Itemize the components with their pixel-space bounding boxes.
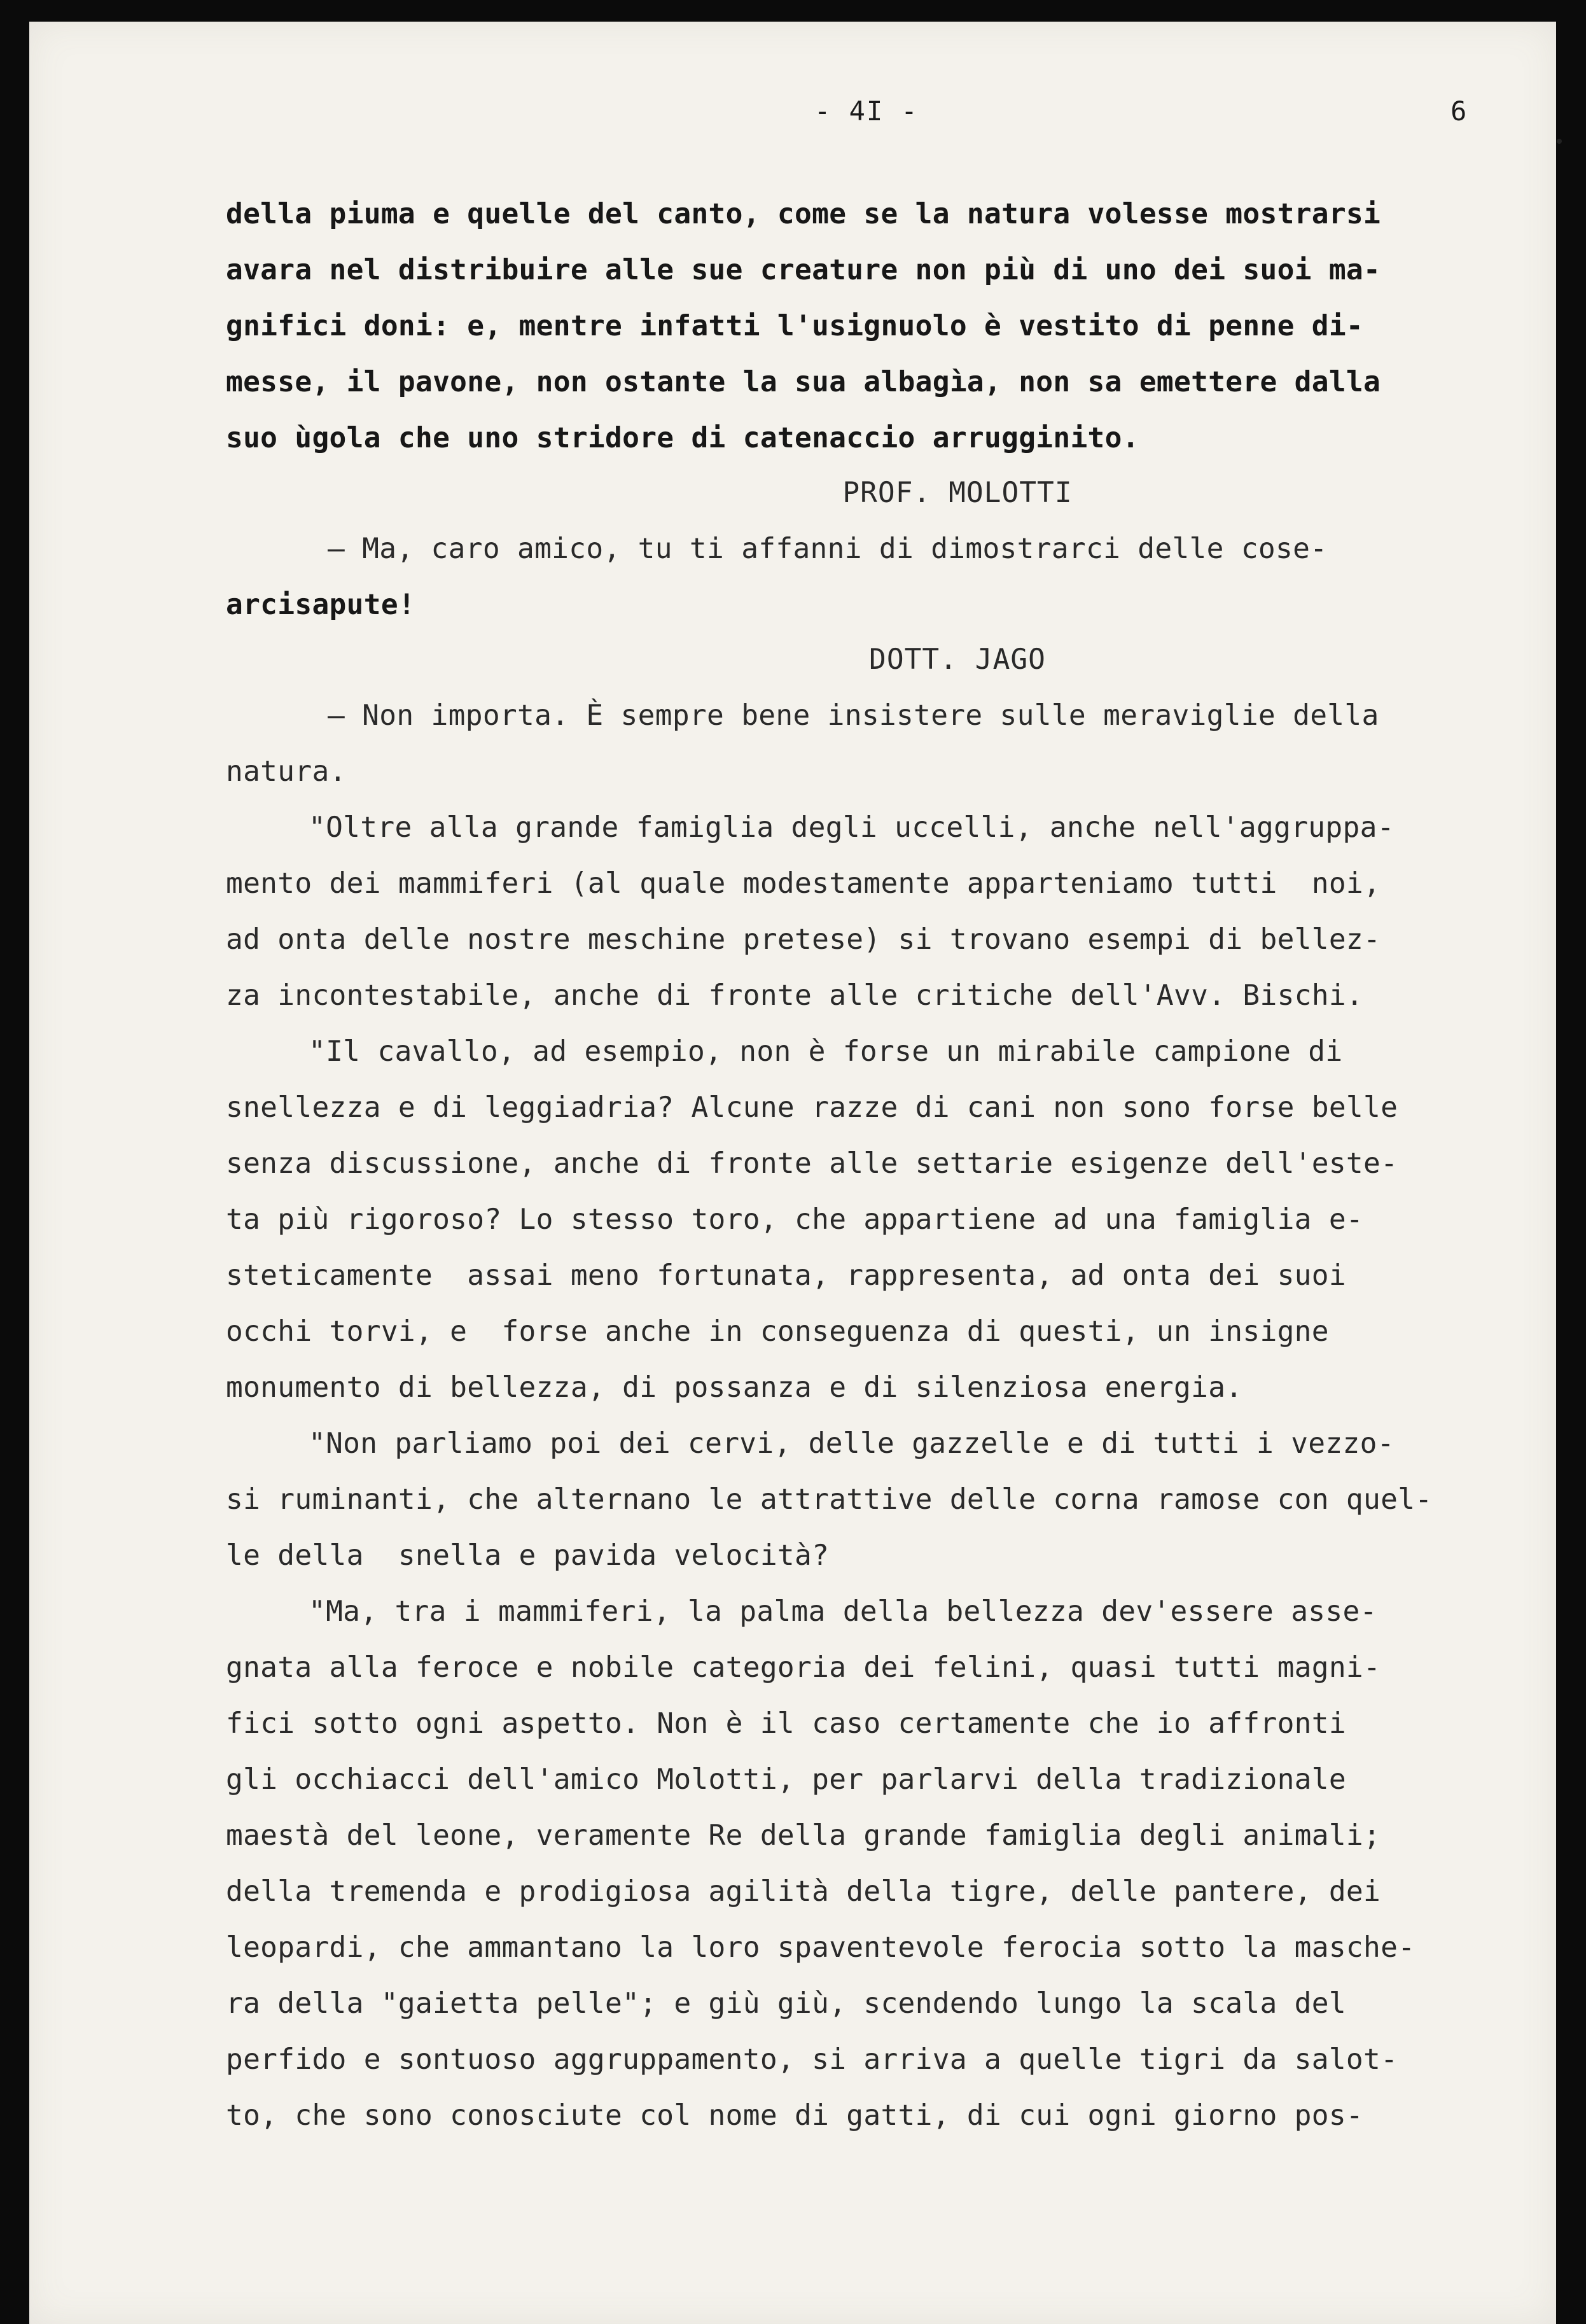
dialogue-line: — Non importa. È sempre bene insistere sulle meraviglie della — [328, 699, 1379, 732]
paragraph-start: "Ma, tra i mammiferi, la palma della bellezza dev'essere asse- — [309, 1595, 1377, 1628]
text-line: ta più rigoroso? Lo stesso toro, che appartiene ad una famiglia e- — [226, 1203, 1364, 1236]
scan-border-right — [1556, 0, 1586, 2324]
text-line: monumento di bellezza, di possanza e di silenziosa energia. — [226, 1371, 1243, 1404]
text-line: steticamente assai meno fortunata, rappresenta, ad onta dei suoi — [226, 1259, 1346, 1292]
text-line: ra della "gaietta pelle"; e giù giù, scendendo lungo la scala del — [226, 1987, 1346, 2020]
speaker-heading: DOTT. JAGO — [869, 643, 1046, 676]
text-line: gli occhiacci dell'amico Molotti, per parlarvi della tradizionale — [226, 1763, 1346, 1796]
text-line: natura. — [226, 755, 347, 788]
text-line: avara nel distribuire alle sue creature non più di uno dei suoi ma- — [226, 254, 1381, 286]
dialogue-line: — Ma, caro amico, tu ti affanni di dimostrarci delle cose- — [328, 533, 1328, 565]
text-line: perfido e sontuoso aggruppamento, si arriva a quelle tigri da salot- — [226, 2043, 1398, 2076]
text-line: arcisapute! — [226, 589, 416, 621]
text-line: za incontestabile, anche di fronte alle critiche dell'Avv. Bischi. — [226, 979, 1364, 1012]
text-line: snellezza e di leggiadria? Alcune razze di cani non sono forse belle — [226, 1091, 1398, 1124]
text-line: occhi torvi, e forse anche in conseguenza di questi, un insigne — [226, 1315, 1329, 1348]
punch-mark — [1557, 139, 1562, 144]
page-number-right: 6 — [1450, 95, 1468, 127]
text-line: le della snella e pavida velocità? — [226, 1539, 830, 1572]
text-line: gnifici doni: e, mentre infatti l'usignuolo è vestito di penne di- — [226, 310, 1364, 342]
paragraph-start: "Il cavallo, ad esempio, non è forse un mirabile campione di — [309, 1035, 1343, 1068]
text-line: maestà del leone, veramente Re della grande famiglia degli animali; — [226, 1819, 1381, 1852]
text-line: to, che sono conosciute col nome di gatti, di cui ogni giorno pos- — [226, 2099, 1364, 2132]
text-line: della piuma e quelle del canto, come se la natura volesse mostrarsi — [226, 198, 1381, 230]
text-line: leopardi, che ammantano la loro spaventevole ferocia sotto la masche- — [226, 1931, 1416, 1964]
text-line: della tremenda e prodigiosa agilità della tigre, delle pantere, dei — [226, 1875, 1381, 1908]
text-line: mento dei mammiferi (al quale modestamente apparteniamo tutti noi, — [226, 867, 1381, 900]
text-line: si ruminanti, che alternano le attrattive delle corna ramose con quel- — [226, 1483, 1433, 1516]
paragraph-start: "Oltre alla grande famiglia degli uccelli, anche nell'aggruppa- — [309, 811, 1395, 844]
speaker-heading: PROF. MOLOTTI — [842, 477, 1073, 509]
text-line: suo ùgola che uno stridore di catenaccio arrugginito. — [226, 422, 1139, 454]
text-line: senza discussione, anche di fronte alle settarie esigenze dell'este- — [226, 1147, 1398, 1180]
text-line: messe, il pavone, non ostante la sua albagìa, non sa emettere dalla — [226, 366, 1381, 398]
text-line: ad onta delle nostre meschine pretese) si trovano esempi di bellez- — [226, 923, 1381, 956]
text-line: fici sotto ogni aspetto. Non è il caso certamente che io affronti — [226, 1707, 1346, 1740]
text-line: gnata alla feroce e nobile categoria dei felini, quasi tutti magni- — [226, 1651, 1381, 1684]
paragraph-start: "Non parliamo poi dei cervi, delle gazzelle e di tutti i vezzo- — [309, 1427, 1395, 1460]
page-number-center: - 4I - — [814, 95, 919, 127]
